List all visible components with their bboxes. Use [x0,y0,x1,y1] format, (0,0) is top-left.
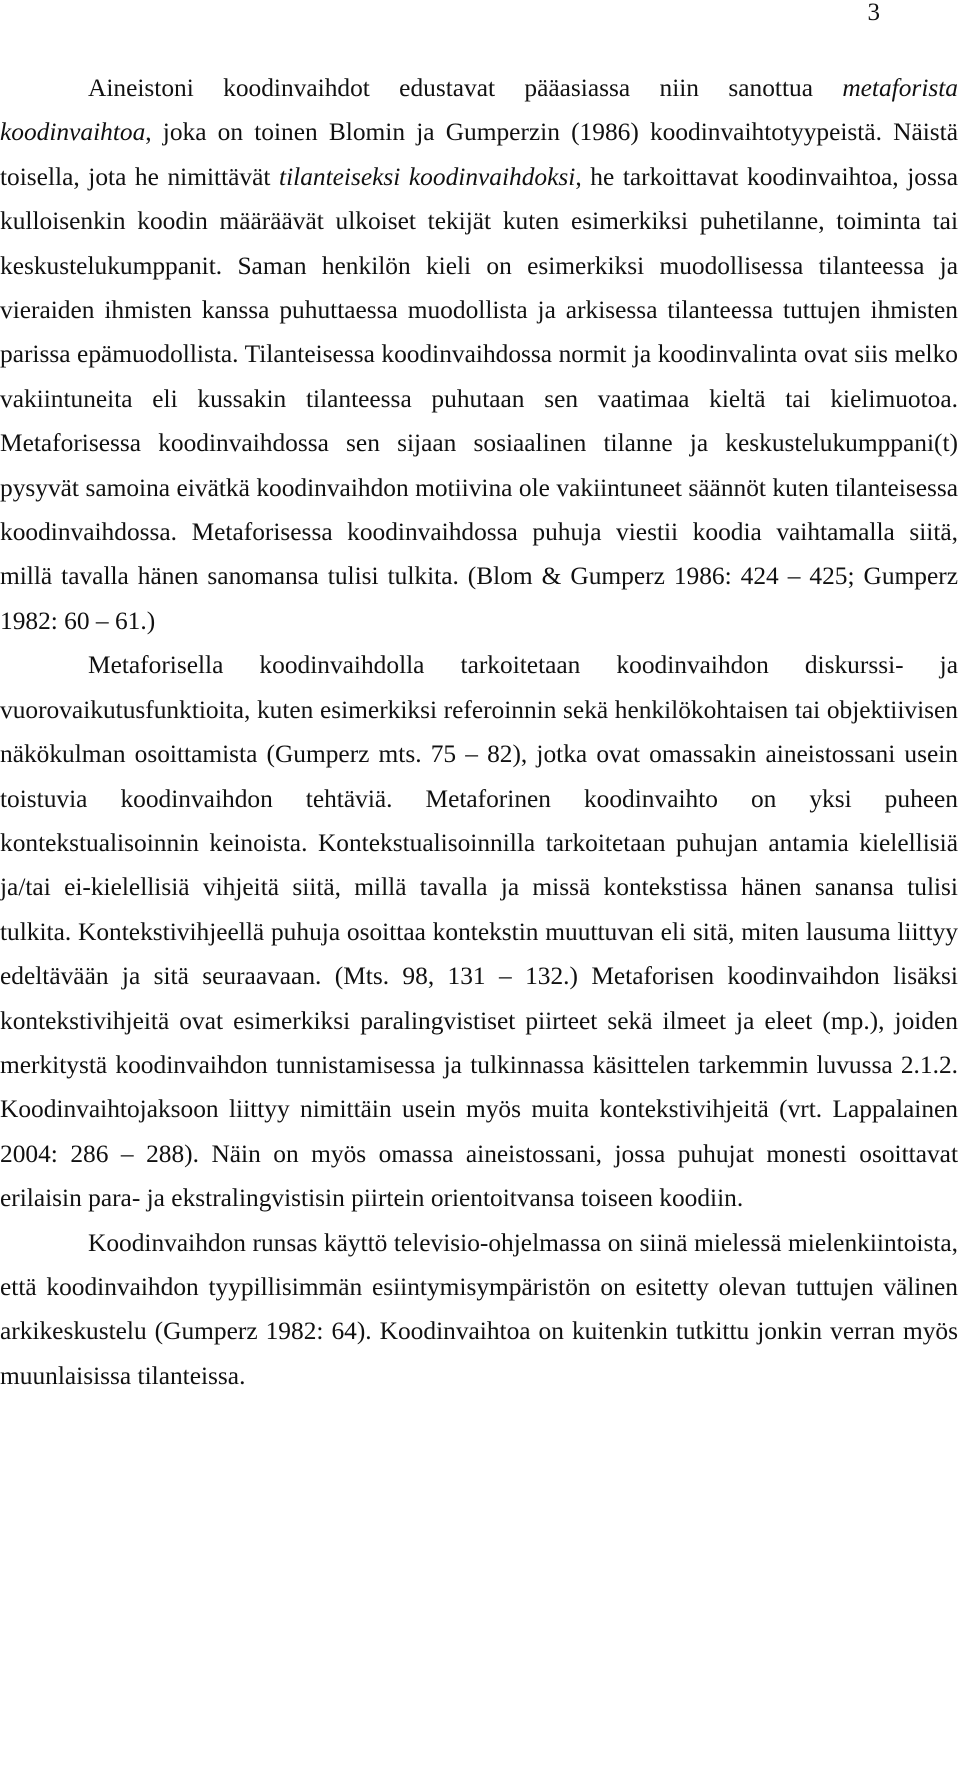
paragraph-3-text: Koodinvaihdon runsas käyttö televisio-ohjelmassa on siinä mielessä mielenkiintoista, että koodinvaihdon tyypillisimmän esiintymisympäristön on esitetty olevan tuttujen välinen arkikeskustelu (Gumperz 1982: 64). Koodinvaihtoa on kuitenkin tutkittu jonkin verran myös muunlaisissa tilanteissa. [0,1228,958,1390]
body-text [0,66,958,1398]
paragraph-1-text: , joka on toinen Blomin ja Gumperzin (1986) koodinvaihtotyypeistä. Näistä toisella, jota he nimittävät [0,118,958,191]
paragraph-1-term-metaphorical: metaforista koodinvaihtoa [0,74,958,147]
page-number: 3 [867,0,880,26]
paragraph-1-text: Aineistoni koodinvaihdot edustavat pääasiassa niin sanottua [88,74,843,102]
paragraph-2-text: Metaforisella koodinvaihdolla tarkoitetaan koodinvaihdon diskurssi- ja vuorovaikutusfunktioita, kuten esimerkiksi referoinnin sekä henkilökohtaisen tai objektiivisen näkökulman osoittamista (Gumperz mts. 75 – 82), jotka ovat omassakin aineistossani usein toistuvia koodinvaihdon tehtäviä. Metaforinen koodinvaihto on yksi puheen kontekstualisoinnin keinoista. Kontekstualisoinnilla tarkoitetaan puhujan antamia kielellisiä ja/tai ei-kielellisiä vihjeitä siitä, millä tavalla ja missä kontekstissa hänen sanansa tulisi tulkita. Kontekstivihjeellä puhuja osoittaa kontekstin muuttuvan eli sitä, miten lausuma liittyy edeltävään ja sitä seuraavaan. (Mts. 98, 131 – 132.) Metaforisen koodinvaihdon lisäksi kontekstivihjeitä ovat esimerkiksi paralingvistiset piirteet sekä ilmeet ja eleet (mp.), joiden merkitystä koodinvaihdon tunnistamisessa ja tulkinnassa käsittelen tarkemmin luvussa 2.1.2. Koodinvaihtojaksoon liittyy nimittäin usein myös muita kontekstivihjeitä (vrt. Lappalainen 2004: 286 – 288). Näin on myös omassa aineistossani, jossa puhujat monesti osoittavat erilaisin para- ja ekstralingvistisin piirtein orientoitvansa toiseen koodiin. [0,651,958,1213]
paragraph-1 [0,66,958,643]
paragraph-1-term-situational: tilanteiseksi koodinvaihdoksi [279,162,576,191]
paragraph-2 [0,643,958,1220]
paragraph-1-text: , he tarkoittavat koodinvaihtoa, jossa kulloisenkin koodin määräävät ulkoiset tekijät kuten esimerkiksi puhetilanne, toiminta tai keskustelukumppanit. Saman henkilön kieli on esimerkiksi muodollisessa tilanteessa ja vieraiden ihmisten kanssa puhuttaessa muodollista ja arkisessa tilanteessa tuttujen ihmisten parissa epämuodollista. Tilanteisessa koodinvaihdossa normit ja koodinvalinta ovat siis melko vakiintuneita eli kussakin tilanteessa puhutaan sen vaatimaa kieltä tai kielimuotoa. Metaforisessa koodinvaihdossa sen sijaan sosiaalinen tilanne ja keskustelukumppani(t) pysyvät samoina eivätkä koodinvaihdon motiivina ole vakiintuneet säännöt kuten tilanteisessa koodinvaihdossa. Metaforisessa koodinvaihdossa puhuja viestii koodia vaihtamalla siitä, millä tavalla hänen sanomansa tulisi tulkita. (Blom & Gumperz 1986: 424 – 425; Gumperz 1982: 60 – 61.) [0,162,959,635]
paragraph-3 [0,1221,958,1399]
